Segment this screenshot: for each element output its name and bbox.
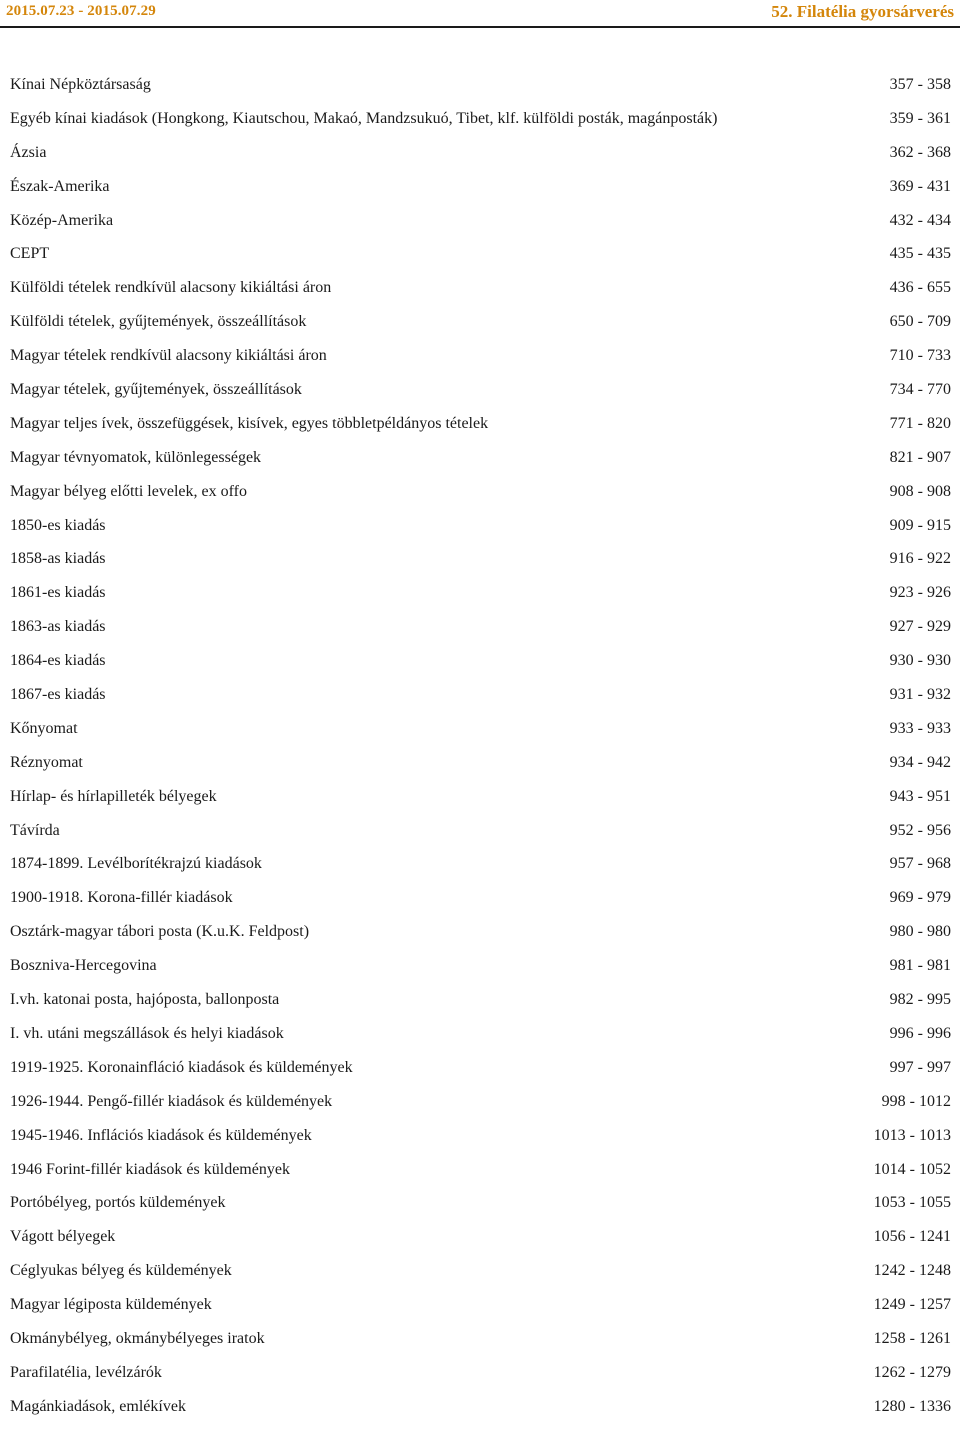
toc-entry[interactable] (10, 242, 951, 276)
toc-entry-pages: 969 - 979 (889, 889, 951, 907)
toc-entry-pages: 933 - 933 (889, 719, 951, 737)
toc-entry[interactable] (10, 1191, 951, 1225)
toc-entry-pages: 369 - 431 (889, 177, 951, 195)
toc-entry-title: I. vh. utáni megszállások és helyi kiadások (10, 1024, 284, 1042)
toc-entry-pages: 362 - 368 (889, 143, 951, 161)
toc-entry-title: Magánkiadások, emlékívek (10, 1397, 186, 1415)
toc-entry-pages: 930 - 930 (889, 652, 951, 670)
toc-entry[interactable] (10, 819, 951, 853)
toc-entry-title: Kínai Népköztársaság (10, 76, 151, 93)
toc-entry-title: 1926-1944. Pengő-fillér kiadások és küldemények (10, 1092, 333, 1110)
toc-entry-title: Magyar tévnyomatok, különlegességek (10, 448, 262, 466)
toc-entry-title: 1945-1946. Inflációs kiadások és küldemények (10, 1126, 312, 1144)
toc-entry-title: Portóbélyeg, portós küldemények (10, 1194, 226, 1212)
toc-entry[interactable] (10, 954, 951, 988)
toc-entry-title: 1861-es kiadás (10, 584, 106, 602)
toc-entry-pages: 821 - 907 (889, 448, 951, 466)
toc-entry-title: Magyar tételek, gyűjtemények, összeállítások (10, 381, 302, 399)
toc-entry[interactable] (10, 1090, 951, 1124)
toc-entry-title: 1919-1925. Koronainfláció kiadások és küldemények (10, 1058, 353, 1076)
toc-entry[interactable] (10, 344, 951, 378)
toc-entry[interactable] (10, 751, 951, 785)
toc-entry[interactable] (10, 547, 951, 581)
toc-entry[interactable] (10, 412, 951, 446)
toc-entry[interactable] (10, 1124, 951, 1158)
toc-entry-title: 1863-as kiadás (10, 618, 106, 636)
toc-entry[interactable] (10, 209, 951, 243)
toc-entry-pages: 1013 - 1013 (873, 1126, 951, 1144)
toc-entry[interactable] (10, 683, 951, 717)
toc-entry-title: 1850-es kiadás (10, 516, 106, 534)
toc-entry-title: Boszniva-Hercegovina (10, 957, 157, 975)
toc-entry-pages: 927 - 929 (889, 618, 951, 636)
toc-entry[interactable] (10, 480, 951, 514)
toc-entry-title: Okmánybélyeg, okmánybélyeges iratok (10, 1329, 265, 1347)
toc-entry-pages: 1056 - 1241 (873, 1228, 951, 1246)
toc-entry-pages: 943 - 951 (889, 787, 951, 805)
date-range: 2015.07.23 - 2015.07.29 (6, 3, 156, 19)
toc-entry-title: 1900-1918. Korona-fillér kiadások (10, 889, 233, 907)
toc-entry-pages: 934 - 942 (889, 753, 951, 771)
toc-entry[interactable] (10, 1327, 951, 1361)
toc-entry-title: Közép-Amerika (10, 211, 114, 229)
page-header (0, 0, 960, 28)
toc-entry-pages: 435 - 435 (889, 245, 951, 263)
toc-entry-pages: 1262 - 1279 (873, 1363, 951, 1381)
toc-entry[interactable] (10, 615, 951, 649)
toc-entry[interactable] (10, 649, 951, 683)
toc-entry-title: Hírlap- és hírlapilleték bélyegek (10, 787, 217, 805)
toc-entry[interactable] (10, 1293, 951, 1327)
toc-entry[interactable] (10, 581, 951, 615)
toc-entry[interactable] (10, 1022, 951, 1056)
toc-entry[interactable] (10, 378, 951, 412)
toc-entry-title: 1946 Forint-fillér kiadások és küldemények (10, 1160, 290, 1178)
toc-entry-title: Távírda (10, 821, 60, 839)
toc-entry[interactable] (10, 1056, 951, 1090)
toc-entry-title: CEPT (10, 245, 50, 263)
toc-entry-pages: 1249 - 1257 (873, 1296, 951, 1314)
toc-entry[interactable] (10, 920, 951, 954)
toc-entry[interactable] (10, 886, 951, 920)
toc-entry-pages: 982 - 995 (889, 991, 951, 1009)
toc-entry-pages: 909 - 915 (889, 516, 951, 534)
toc-entry-title: Parafilatélia, levélzárók (10, 1363, 162, 1381)
toc-entry[interactable] (10, 107, 951, 141)
toc-entry-pages: 923 - 926 (889, 584, 951, 602)
toc-entry-title: Magyar tételek rendkívül alacsony kikiáltási áron (10, 347, 327, 365)
toc-entry-pages: 997 - 997 (889, 1058, 951, 1076)
toc-entry-pages: 436 - 655 (889, 279, 951, 297)
toc-entry-pages: 952 - 956 (889, 821, 951, 839)
toc-entry[interactable] (10, 1225, 951, 1259)
toc-entry-pages: 916 - 922 (889, 550, 951, 568)
toc-entry-title: Osztárk-magyar tábori posta (K.u.K. Feldpost) (10, 923, 310, 941)
toc-entry-pages: 357 - 358 (889, 76, 951, 93)
toc-entry[interactable] (10, 141, 951, 175)
toc-entry-title: Kőnyomat (10, 719, 78, 737)
toc-entry[interactable] (10, 276, 951, 310)
toc-entry-pages: 980 - 980 (889, 923, 951, 941)
toc-entry-title: I.vh. katonai posta, hajóposta, ballonposta (10, 991, 280, 1009)
toc-entry-pages: 908 - 908 (889, 482, 951, 500)
toc-entry-title: Egyéb kínai kiadások (Hongkong, Kiautschou, Makaó, Mandzsukuó, Tibet, klf. külföldi posták, magánposták) (10, 109, 718, 127)
toc-entry-title: Vágott bélyegek (10, 1228, 116, 1246)
toc-entry-title: 1864-es kiadás (10, 652, 106, 670)
toc-entry[interactable] (10, 988, 951, 1022)
toc-entry[interactable] (10, 446, 951, 480)
toc-entry-title: Réznyomat (10, 753, 83, 771)
toc-entry-title: 1874-1899. Levélborítékrajzú kiadások (10, 855, 262, 873)
toc-entry-pages: 931 - 932 (889, 686, 951, 704)
toc-entry[interactable] (10, 1361, 951, 1395)
toc-entry-pages: 998 - 1012 (881, 1092, 951, 1110)
toc-entry-pages: 1053 - 1055 (873, 1194, 951, 1212)
toc-entry-pages: 1258 - 1261 (873, 1329, 951, 1347)
toc-entry[interactable] (10, 1395, 951, 1429)
toc-entry-pages: 710 - 733 (889, 347, 951, 365)
toc-entry-title: Észak-Amerika (10, 177, 110, 195)
toc-entry-title: Külföldi tételek, gyűjtemények, összeállítások (10, 313, 307, 331)
toc-entry[interactable] (10, 785, 951, 819)
toc-entry[interactable] (10, 514, 951, 548)
toc-entry[interactable] (10, 1259, 951, 1293)
table-of-contents (10, 73, 951, 1429)
toc-entry[interactable] (10, 1158, 951, 1192)
toc-entry-pages: 650 - 709 (889, 313, 951, 331)
toc-entry-title: Külföldi tételek rendkívül alacsony kikiáltási áron (10, 279, 332, 297)
toc-entry-title: Magyar bélyeg előtti levelek, ex offo (10, 482, 247, 500)
toc-entry-title: 1867-es kiadás (10, 686, 106, 704)
toc-entry-title: Céglyukas bélyeg és küldemények (10, 1262, 232, 1280)
toc-entry[interactable] (10, 717, 951, 751)
toc-entry[interactable] (10, 852, 951, 886)
toc-entry[interactable] (10, 73, 951, 107)
toc-entry-pages: 981 - 981 (889, 957, 951, 975)
toc-entry-pages: 1014 - 1052 (873, 1160, 951, 1178)
toc-entry-title: Magyar teljes ívek, összefüggések, kisívek, egyes többletpéldányos tételek (10, 414, 489, 432)
toc-entry[interactable] (10, 175, 951, 209)
toc-entry-pages: 996 - 996 (889, 1024, 951, 1042)
toc-entry-pages: 957 - 968 (889, 855, 951, 873)
toc-entry-pages: 1242 - 1248 (873, 1262, 951, 1280)
toc-entry-pages: 359 - 361 (889, 109, 951, 127)
toc-entry-title: 1858-as kiadás (10, 550, 106, 568)
toc-entry-pages: 734 - 770 (889, 381, 951, 399)
toc-entry-pages: 771 - 820 (889, 414, 951, 432)
toc-entry-pages: 1280 - 1336 (873, 1397, 951, 1415)
toc-entry[interactable] (10, 310, 951, 344)
toc-entry-pages: 432 - 434 (889, 211, 951, 229)
toc-entry-title: Ázsia (10, 143, 47, 161)
auction-title: 52. Filatélia gyorsárverés (771, 2, 954, 21)
toc-entry-title: Magyar légiposta küldemények (10, 1296, 212, 1314)
